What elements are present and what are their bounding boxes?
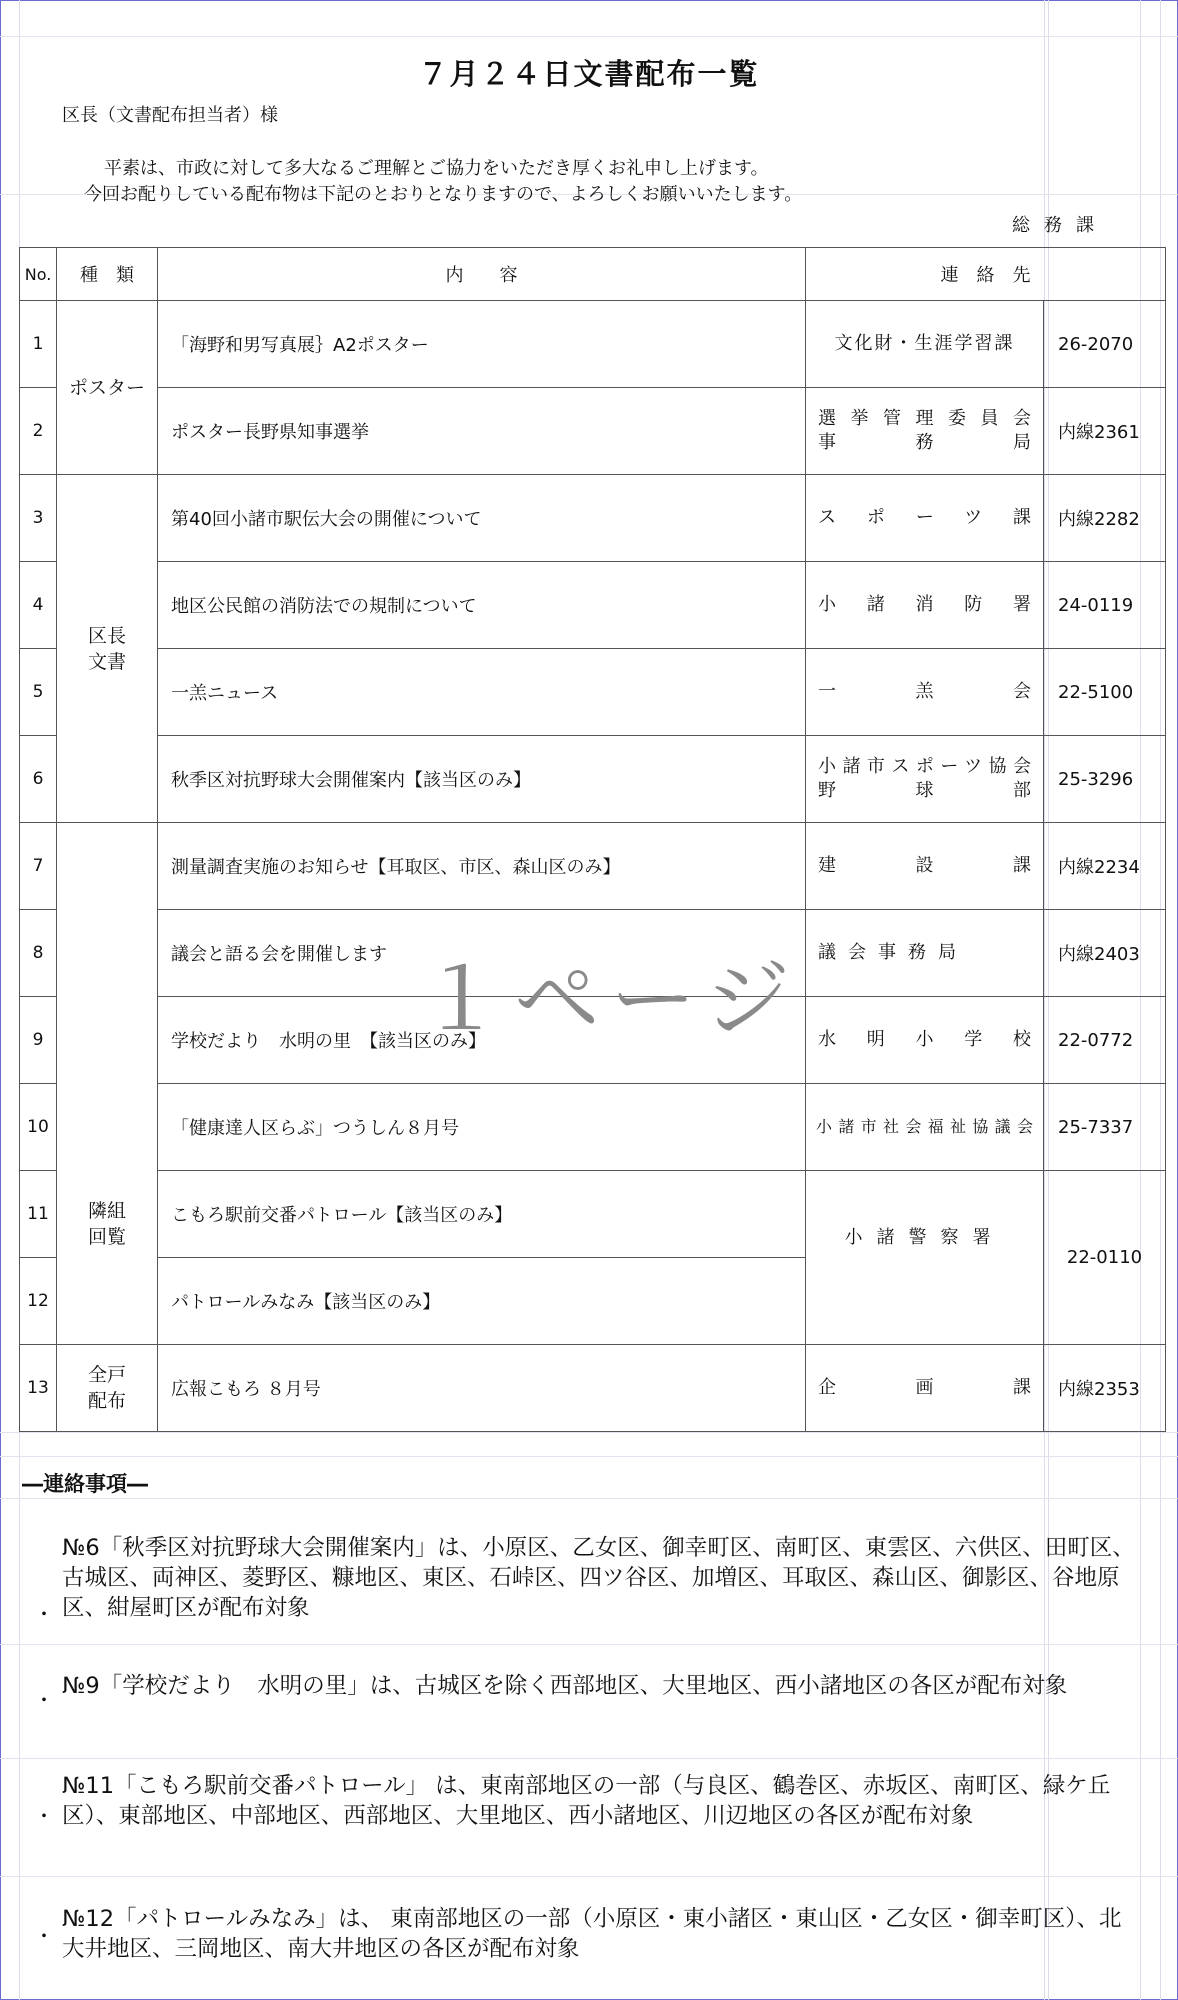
department: 総務課 [1012, 215, 1108, 236]
page-watermark: １ページ [418, 950, 801, 1050]
row-content: 秋季区対抗野球大会開催案内【該当区のみ】 [158, 736, 806, 823]
table-row [20, 649, 1166, 736]
table-row [20, 1084, 1166, 1171]
kind-all-house: 全戸 配布 [57, 1345, 158, 1432]
row-no: 13 [20, 1345, 57, 1432]
row-phone: 22-5100 [1044, 649, 1166, 736]
row-no: 11 [20, 1171, 57, 1258]
row-contact: 小諸市スポーツ協会 野球部 [806, 736, 1044, 823]
table-row [20, 1345, 1166, 1432]
header-no: No. [20, 248, 57, 301]
note-item: №12「パトロールみなみ」は、 東南部地区の一部（小原区・東小諸区・東山区・乙女区・御幸町区）、北大井地区、三岡地区、南大井地区の各区が配布対象 [62, 1906, 1122, 1962]
row-phone: 内線2353 [1044, 1345, 1166, 1432]
row-content: こもろ駅前交番パトロール【該当区のみ】 [158, 1171, 806, 1258]
note-item: №11「こもろ駅前交番パトロール」 は、東南部地区の一部（与良区、鶴巻区、赤坂区、南町区、緑ケ丘区）、東部地区、中部地区、西部地区、大里地区、西小諸地区、川辺地区の各区が配布対象 [62, 1773, 1111, 1829]
row-contact: 小諸市社会福祉協議会 [806, 1084, 1044, 1171]
row-no: 8 [20, 910, 57, 997]
row-phone: 内線2403 [1044, 910, 1166, 997]
row-no: 1 [20, 301, 57, 388]
row-contact: 議会事務局 [806, 910, 1044, 997]
row-content: 「健康達人区らぶ」つうしん８月号 [158, 1084, 806, 1171]
row-phone: 内線2282 [1044, 475, 1166, 562]
note-item: №9「学校だより 水明の里」は、古城区を除く西部地区、大里地区、西小諸地区の各区が配布対象 [62, 1673, 1068, 1699]
note-item: №6「秋季区対抗野球大会開催案内」は、小原区、乙女区、御幸町区、南町区、東雲区、六供区、田町区、古城区、両神区、菱野区、糠地区、東区、石峠区、四ツ谷区、加増区、耳取区、森山区、御影区、谷地原区、紺屋町区が配布対象 [62, 1535, 1135, 1621]
row-content: パトロールみなみ【該当区のみ】 [158, 1258, 806, 1345]
table-row [20, 736, 1166, 823]
row-contact: 建設課 [806, 823, 1044, 910]
header-kind: 種 類 [57, 248, 158, 301]
row-no: 10 [20, 1084, 57, 1171]
row-content: 広報こもろ ８月号 [158, 1345, 806, 1432]
kind-ward-docs: 区長 文書 [57, 475, 158, 823]
row-phone: 25-3296 [1044, 736, 1166, 823]
row-no: 4 [20, 562, 57, 649]
row-contact: 企画課 [806, 1345, 1044, 1432]
row-no: 2 [20, 388, 57, 475]
greeting-line-2: 今回お配りしている配布物は下記のとおりとなりますので、よろしくお願いいたします。 [84, 184, 803, 205]
kind-poster: ポスター [57, 301, 158, 475]
note-bullet: ・ [34, 1688, 54, 1712]
row-content: 地区公民館の消防法での規制について [158, 562, 806, 649]
row-contact: 水明小学校 [806, 997, 1044, 1084]
row-no: 7 [20, 823, 57, 910]
row-content: 議会と語る会を開催します [158, 910, 806, 997]
row-contact: 小諸消防署 [806, 562, 1044, 649]
header-content: 内 容 [158, 248, 806, 301]
row-phone: 内線2234 [1044, 823, 1166, 910]
row-contact: 小諸警察署 [806, 1171, 1044, 1345]
note-bullet: ・ [34, 1602, 54, 1626]
row-content: 第40回小諸市駅伝大会の開催について [158, 475, 806, 562]
row-content: ポスター長野県知事選挙 [158, 388, 806, 475]
row-content: 「海野和男写真展｝A2ポスター [158, 301, 806, 388]
row-no: 12 [20, 1258, 57, 1345]
row-no: 9 [20, 997, 57, 1084]
row-no: 5 [20, 649, 57, 736]
distribution-table [19, 247, 1166, 1432]
notes-title: ―連絡事項― [22, 1472, 148, 1496]
row-phone: 22-0110 [1044, 1171, 1166, 1345]
row-contact: 一羔会 [806, 649, 1044, 736]
addressee: 区長（文書配布担当者）様 [62, 105, 278, 126]
row-content: 一羔ニュース [158, 649, 806, 736]
header-contact: 連 絡 先 [806, 248, 1166, 301]
note-bullet: ・ [34, 1924, 54, 1948]
row-phone: 24-0119 [1044, 562, 1166, 649]
table-row [20, 475, 1166, 562]
table-row [20, 562, 1166, 649]
table-row [20, 388, 1166, 475]
table-row [20, 1171, 1166, 1258]
row-content: 測量調査実施のお知らせ【耳取区、市区、森山区のみ】 [158, 823, 806, 910]
row-content: 学校だより 水明の里 【該当区のみ】 [158, 997, 806, 1084]
table-row [20, 823, 1166, 910]
table-row [20, 301, 1166, 388]
page-title: ７月２４日文書配布一覧 [418, 57, 760, 91]
row-contact: スポーツ課 [806, 475, 1044, 562]
row-phone: 22-0772 [1044, 997, 1166, 1084]
row-no: 3 [20, 475, 57, 562]
row-contact: 選挙管理委員会 事務局 [806, 388, 1044, 475]
kind-circular: 隣組 回覧 [57, 823, 158, 1345]
row-phone: 25-7337 [1044, 1084, 1166, 1171]
row-contact: 文化財・生涯学習課 [806, 301, 1044, 388]
row-phone: 26-2070 [1044, 301, 1166, 388]
row-phone: 内線2361 [1044, 388, 1166, 475]
row-no: 6 [20, 736, 57, 823]
greeting-line-1: 平素は、市政に対して多大なるご理解とご協力をいただき厚くお礼申し上げます。 [104, 158, 769, 179]
note-bullet: ・ [34, 1804, 54, 1828]
